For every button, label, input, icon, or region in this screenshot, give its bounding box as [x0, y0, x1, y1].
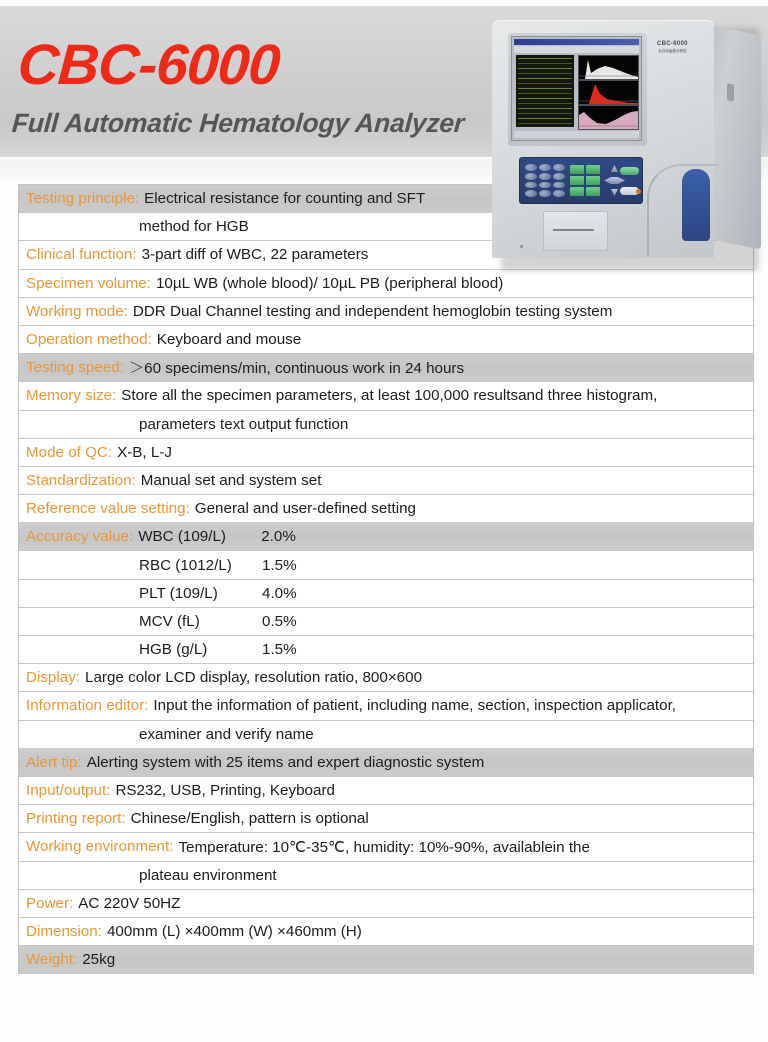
accuracy-parameter-name: MCV (fL)	[139, 612, 200, 630]
screen-results-table	[516, 55, 574, 127]
spec-value: AC 220V 50HZ	[78, 894, 181, 912]
spec-label: Dimension:	[26, 922, 102, 940]
table-row	[19, 636, 753, 664]
table-row	[19, 890, 753, 918]
analyzer-device-photo	[487, 14, 768, 276]
spec-value: 400mm (L) ×400mm (W) ×460mm (H)	[106, 922, 362, 940]
spec-value: method for HGB	[139, 218, 249, 236]
table-row	[19, 354, 753, 382]
wbc-histogram	[578, 55, 639, 80]
spec-value: 3-part diff of WBC, 22 parameters	[141, 246, 369, 264]
spec-value: RS232, USB, Printing, Keyboard	[115, 782, 335, 800]
accuracy-parameter-name: HGB (g/L)	[139, 641, 208, 659]
accuracy-parameter-value: 2.0%	[261, 528, 296, 546]
spec-label: Working mode:	[26, 302, 128, 320]
accuracy-parameter-name: RBC (1012/L)	[139, 556, 232, 574]
spec-label: Testing speed:	[26, 359, 124, 377]
spec-value: plateau environment	[139, 866, 277, 884]
arrow-left-icon	[604, 177, 611, 184]
screen-menubar	[514, 46, 639, 53]
spec-label: Weight:	[26, 951, 78, 969]
arrow-down-icon	[611, 189, 618, 196]
spec-label: Information editor:	[26, 697, 149, 715]
spec-label: Memory size:	[26, 387, 117, 405]
spec-value: Chinese/English, pattern is optional	[130, 810, 369, 828]
screen-titlebar	[514, 39, 639, 45]
spec-label: Reference value setting:	[26, 500, 190, 518]
spec-value: Keyboard and mouse	[156, 331, 302, 349]
spec-label: Standardization:	[26, 471, 136, 489]
arrow-right-icon	[618, 177, 625, 184]
table-row	[19, 326, 753, 354]
spec-value: ＞60 specimens/min, continuous work in 24 hours	[128, 360, 465, 378]
spec-label: Printing report:	[26, 810, 126, 828]
product-title: CBC-6000	[15, 33, 282, 97]
screen-statusbar	[514, 131, 639, 138]
spec-value: 25kg	[82, 951, 116, 969]
device-brand-text: CBC-6000	[657, 41, 688, 47]
device-drawer-slot	[553, 229, 594, 231]
device-blue-panel	[682, 169, 710, 241]
table-row	[19, 382, 753, 410]
table-row	[19, 749, 753, 777]
device-lcd-screen	[511, 36, 642, 141]
device-brand-label	[657, 40, 688, 54]
spec-value: Large color LCD display, resolution ratio, 800×600	[85, 669, 423, 687]
table-row	[19, 580, 753, 608]
spec-value: Input the information of patient, including name, section, inspection applicator,	[153, 697, 677, 715]
table-row	[19, 946, 753, 974]
spec-label: Display:	[26, 669, 81, 687]
accuracy-parameter-value: 4.0%	[262, 584, 297, 602]
spec-label: Working environment:	[26, 838, 174, 856]
table-row	[19, 805, 753, 833]
spec-label: Testing principle:	[26, 190, 140, 208]
spec-value: 10µL WB (whole blood)/ 10µL PB (peripheral blood)	[155, 274, 504, 292]
accuracy-parameter-value: 1.5%	[262, 556, 297, 574]
keypad-indicator-light	[636, 189, 641, 194]
spec-label: Input/output:	[26, 782, 111, 800]
device-side-slot	[727, 83, 734, 101]
keypad-start-key	[620, 167, 639, 175]
spec-value: Temperature: 10℃-35℃, humidity: 10%-90%, availablein the	[178, 838, 590, 856]
spec-label: Alert tip:	[26, 753, 82, 771]
rbc-histogram	[578, 80, 639, 105]
table-row	[19, 692, 753, 720]
keypad-number-grid	[525, 164, 565, 197]
table-row	[19, 411, 753, 439]
table-row	[19, 298, 753, 326]
spec-value: Alerting system with 25 items and expert diagnostic system	[86, 753, 485, 771]
table-row	[19, 439, 753, 467]
table-row	[19, 918, 753, 946]
spec-value: DDR Dual Channel testing and independent hemoglobin testing system	[132, 302, 613, 320]
device-keypad	[519, 157, 643, 204]
table-row	[19, 777, 753, 805]
specification-table	[18, 184, 754, 974]
spec-value: X-B, L-J	[117, 443, 172, 461]
table-row	[19, 862, 753, 890]
device-brand-subtext: 全自动血液分析仪	[658, 48, 687, 53]
spec-value: Store all the specimen parameters, at least 100,000 resultsand three histogram,	[121, 387, 658, 405]
product-subtitle: Full Automatic Hematology Analyzer	[10, 108, 466, 138]
enter-key-icon	[611, 177, 618, 184]
table-row	[19, 721, 753, 749]
table-row	[19, 833, 753, 861]
plt-histogram	[578, 105, 639, 130]
table-row	[19, 608, 753, 636]
device-status-dot	[520, 245, 523, 248]
accuracy-parameter-name: PLT (109/L)	[139, 584, 218, 602]
spec-value: Manual set and system set	[140, 471, 322, 489]
spec-label: Specimen volume:	[26, 274, 151, 292]
table-row	[19, 664, 753, 692]
accuracy-parameter-value: 0.5%	[262, 612, 297, 630]
spec-label: Clinical function:	[26, 246, 137, 264]
spec-value: examiner and verify name	[139, 725, 314, 743]
table-row	[19, 523, 753, 551]
accuracy-parameter-name: WBC (109/L)	[138, 528, 226, 546]
table-row	[19, 467, 753, 495]
spec-label: Power:	[26, 894, 74, 912]
spec-label: Operation method:	[26, 331, 152, 349]
spec-value: parameters text output function	[139, 415, 349, 433]
device-front-drawer	[543, 211, 608, 251]
spec-value: General and user-defined setting	[194, 500, 417, 518]
spec-label: Mode of QC:	[26, 443, 113, 461]
spec-value: Electrical resistance for counting and SFT	[144, 190, 426, 208]
table-row	[19, 551, 753, 579]
accuracy-parameter-value: 1.5%	[262, 641, 297, 659]
table-row	[19, 495, 753, 523]
keypad-function-keys	[570, 165, 600, 196]
spec-label: Accuracy value:	[26, 528, 134, 546]
arrow-up-icon	[611, 165, 618, 172]
